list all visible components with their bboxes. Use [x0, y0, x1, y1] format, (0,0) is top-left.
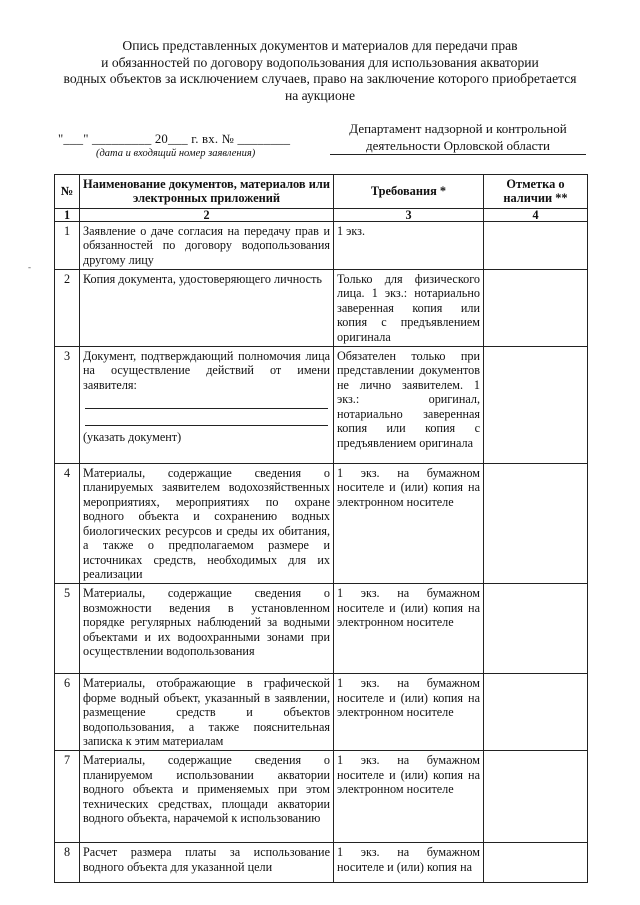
presence-mark-cell[interactable] [484, 843, 588, 883]
department-line-2: деятельности Орловской области [365, 137, 551, 153]
document-requirement: 1 экз. на бумажном носителе и (или) копия на электронном носителе [334, 584, 484, 674]
document-requirement: 1 экз. на бумажном носителе и (или) копия на электронном носителе [334, 751, 484, 843]
row-number: 1 [55, 221, 80, 269]
scan-mark: - [28, 262, 31, 272]
title-line-1: Опись представленных документов и материалов для передачи прав [122, 38, 518, 53]
department-name [330, 121, 586, 155]
document-name: Материалы, содержащие сведения о планируемом использовании акватории водного объекта и применяемых при этом технических средствах, площади акватории водного объекта, нарачемой к использованию [80, 751, 334, 843]
title-line-3: водных объектов за исключением случаев, право на заключение которого приобретается [63, 71, 577, 87]
document-requirement: 1 экз. на бумажном носителе и (или) копия на электронном носителе [334, 674, 484, 751]
table-header-row [55, 175, 588, 209]
table-row [55, 843, 588, 883]
row-number: 4 [55, 464, 80, 584]
row-number: 5 [55, 584, 80, 674]
fill-in-line[interactable] [85, 396, 328, 409]
col-number-3: 3 [334, 208, 484, 221]
document-requirement: 1 экз. на бумажном носителе и (или) копия на электронном носителе [334, 464, 484, 584]
row-number: 6 [55, 674, 80, 751]
col-number-4: 4 [484, 208, 588, 221]
table-row [55, 674, 588, 751]
document-name: Заявление о даче согласия на передачу прав и обязанностей по договору водопользования другому лицу [80, 221, 334, 269]
registration-line: "___" _________ 20___ г. вх. № ________ [58, 132, 291, 146]
col-number-1: 1 [55, 208, 80, 221]
presence-mark-cell[interactable] [484, 221, 588, 269]
col-number-2: 2 [80, 208, 334, 221]
registration-caption: (дата и входящий номер заявления) [96, 148, 256, 159]
department-line-1: Департамент надзорной и контрольной [349, 121, 567, 136]
document-name: Материалы, отображающие в графической форме водный объект, указанный в заявлении, размещение средств и объектов водопользования, а также пояснительная записка к этим материалам [80, 674, 334, 751]
document-requirement: Только для физического лица. 1 экз.: нотариально заверенная копия или копия с предъявлением оригинала [334, 270, 484, 347]
document-name: Расчет размера платы за использование водного объекта для указанной цели [80, 843, 334, 883]
presence-mark-cell[interactable] [484, 464, 588, 584]
presence-mark-cell[interactable] [484, 347, 588, 464]
presence-mark-cell[interactable] [484, 674, 588, 751]
document-hint: (указать документ) [83, 430, 182, 445]
header-mark: Отметка о наличии ** [484, 175, 588, 209]
document-requirement: Обязателен только при представлении документов не лично заявителем. 1 экз.: оригинал, нотариально заверенная копия или копия с предъявлением оригинала [334, 347, 484, 464]
document-name: Материалы, содержащие сведения о планируемых заявителем водохозяйственных мероприятиях, мероприятиях по охране водного объекта и сохранению водных биологических ресурсов и среды их обитания, а также о предполагаемом размере и источниках средств, необходимых для их реализации [80, 464, 334, 584]
title-line-4: на аукционе [284, 87, 356, 103]
table-row [55, 464, 588, 584]
header-number: № [55, 175, 80, 209]
row-number: 8 [55, 843, 80, 883]
registration-block [58, 132, 318, 159]
presence-mark-cell[interactable] [484, 270, 588, 347]
table-row [55, 270, 588, 347]
header-name: Наименование документов, материалов или электронных приложений [80, 175, 334, 209]
table-row [55, 584, 588, 674]
fill-in-line[interactable] [85, 413, 328, 426]
row-number: 2 [55, 270, 80, 347]
column-numbers-row [55, 208, 588, 221]
documents-table [54, 174, 588, 883]
presence-mark-cell[interactable] [484, 584, 588, 674]
document-requirement: 1 экз. на бумажном носителе и (или) копия на [334, 843, 484, 883]
document-name: Документ, подтверждающий полномочия лица на осуществление действий от имени заявителя: [83, 349, 330, 392]
row-number: 7 [55, 751, 80, 843]
document-title [40, 38, 600, 104]
title-line-2: и обязанностей по договору водопользования для использования акватории [101, 54, 539, 70]
document-name-cell [80, 347, 334, 464]
document-name: Материалы, содержащие сведения о возможности ведения в установленном порядке регулярных наблюдений за водными объектами и их водоохранными зонами при осуществлении водопользования [80, 584, 334, 674]
table-row [55, 347, 588, 464]
table-row [55, 751, 588, 843]
table-row [55, 221, 588, 269]
header-requirements: Требования * [334, 175, 484, 209]
document-name: Копия документа, удостоверяющего личность [80, 270, 334, 347]
row-number: 3 [55, 347, 80, 464]
document-requirement: 1 экз. [334, 221, 484, 269]
presence-mark-cell[interactable] [484, 751, 588, 843]
